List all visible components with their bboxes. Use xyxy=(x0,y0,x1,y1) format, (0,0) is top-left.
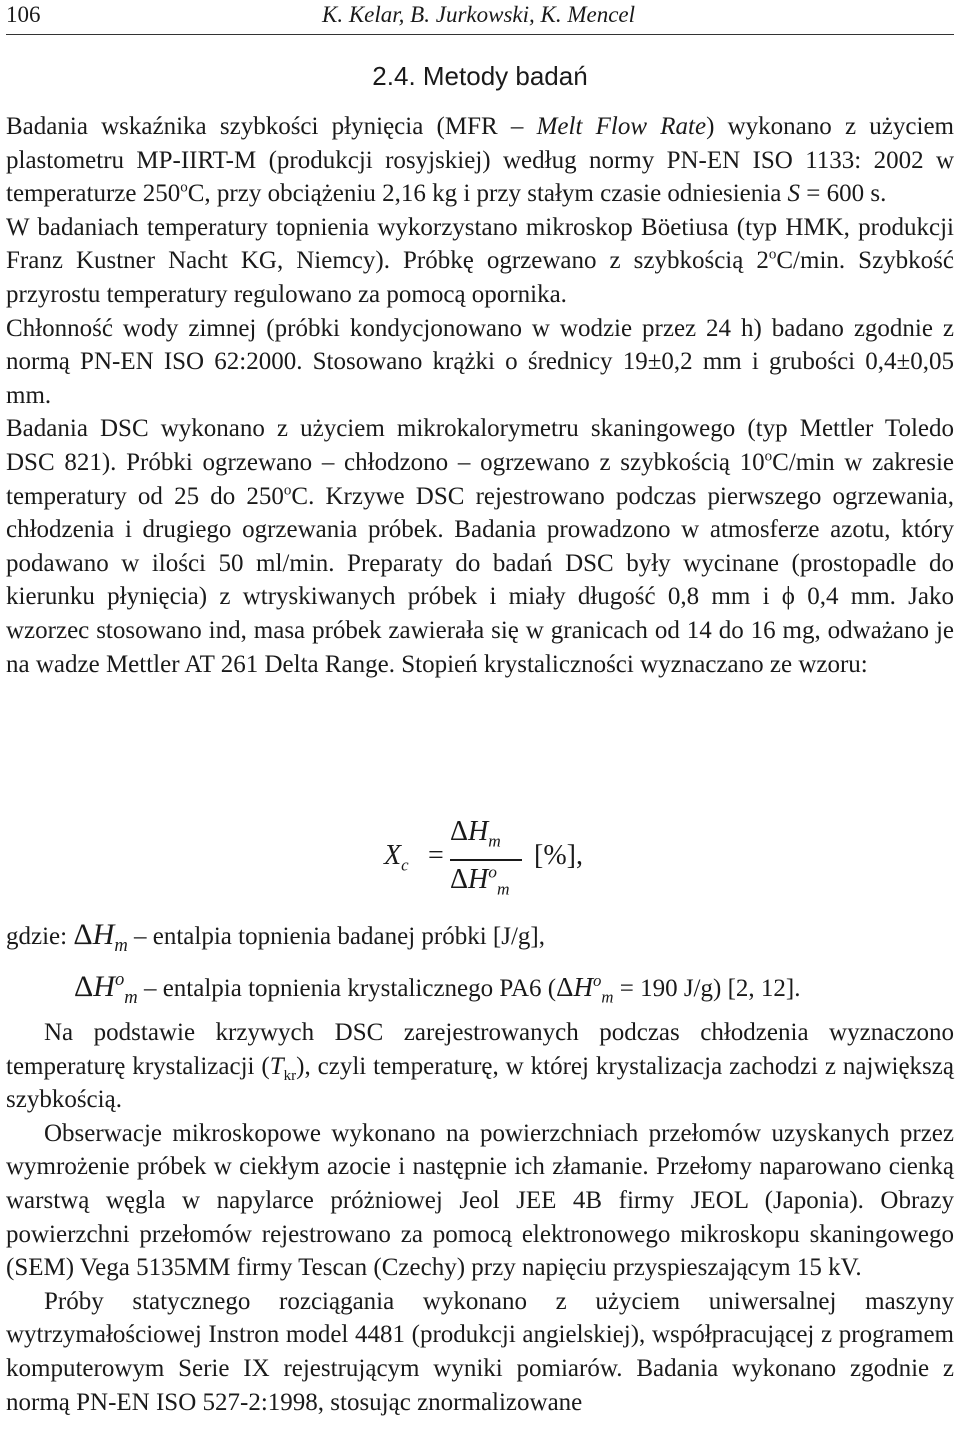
formula-equals: = xyxy=(428,840,444,871)
crystallinity-formula xyxy=(0,812,960,902)
formula-lhs: $X_c$ xyxy=(384,840,409,875)
paragraph-dsc: Badania DSC wykonano z użyciem mikrokalorymetru skaningowego (typ Mettler Toledo DSC 821). Próbki ogrzewano – chłodzono – ogrzewano z szybkością 10$^o$C/min w zakresie temperatury od 25 do 250$^o$C. Krzywe DSC rejestrowano podczas pierwszego ogrzewania, chłodzenia i drugiego ogrzewania próbek. Badania prowadzono w atmosferze azotu, który podawano w ilości 50 ml/min. Preparaty do badań DSC były wycinane (prostopadle do kierunku płynięcia) z wtryskiwanych próbek i miały długość 0,8 mm i ϕ 0,4 mm. Jako wzorzec stosowano ind, masa próbek zawierała się w granicach od 14 do 16 mg, odważano je na wadze Mettler AT 261 Delta Range. Stopień krystaliczności wyznaczano ze wzoru: xyxy=(6,415,954,678)
paragraph-melting-point: W badaniach temperatury topnienia wykorzystano mikroskop Böetiusa (typ HMK, produkcji Franz Kustner Nacht KG, Niemcy). Próbkę ogrzewano z szybkością 2$^o$C/min. Szybkość przyrostu temperatury regulowano za pomocą opornika. xyxy=(6,213,954,308)
paragraph-mfr: Badania wskaźnika szybkości płynięcia (MFR – Melt Flow Rate) wykonano z użyciem plastometru MP-IIRT-M (produkcji rosyjskiej) według normy PN-EN ISO 1133: 2002 w temperaturze 250$^o$C, przy obciążeniu 2,16 kg i przy stałym czasie odniesienia S = 600 s. xyxy=(6,113,954,208)
paragraph-sem: Obserwacje mikroskopowe wykonano na powierzchniach przełomów uzyskanych przez wymrożenie próbek w ciekłym azocie i następnie ich złamanie. Przełomy naparowano cienką warstwą węgla w napylarce próżniowej Jeol JEE 4B firmy JEOL (Japonia). Obrazy powierzchni przełomów rejestrowano za pomocą elektronowego mikroskopu skaningowego (SEM) Vega 5135MM firmy Tescan (Czechy) przy napięciu przyspieszającym 15 kV. xyxy=(6,1119,954,1282)
paragraph-crystallization: Na podstawie krzywych DSC zarejestrowanych podczas chłodzenia wyznaczono temperaturę krystalizacji $(T_{kr})$, czyli temperaturę, w której krystalizacja zachodzi z największą szybkością. xyxy=(6,1019,954,1114)
definitions-intro: gdzie: xyxy=(6,923,68,950)
running-header-authors: K. Kelar, B. Jurkowski, K. Mencel xyxy=(322,2,636,27)
formula-numerator: $\Delta H_m$ xyxy=(450,816,501,851)
formula-denominator: $\Delta H^o_m$ xyxy=(450,862,510,899)
text-block-lower xyxy=(6,1016,954,1419)
running-header xyxy=(6,0,954,35)
formula-unit: [%], xyxy=(534,840,583,871)
section-title: 2.4. Metody badań xyxy=(372,61,588,91)
text-block-upper xyxy=(6,110,954,681)
definition-dhm0: $\Delta H^o_m$ – entalpia topnienia krystalicznego PA6 ($\Delta H^o_m = 190$ J/g) [2, 12]. xyxy=(74,969,801,1008)
paragraph-tensile: Próby statycznego rozciągania wykonano z użyciem uniwersalnej maszyny wytrzymałościowej Instron model 4481 (produkcji angielskiej), współpracującej z programem komputerowym Serie IX rejestrującym wyniki pomiarów. Badania wykonano zgodnie z normą PN-EN ISO 527-2:1998, stosując znormalizowane xyxy=(6,1287,954,1416)
fraction-line xyxy=(450,859,522,861)
definition-dhm: gdzie: $\Delta H_m$ – entalpia topnienia badanej próbki [J/g], xyxy=(6,918,545,956)
paragraph-water-absorption: Chłonność wody zimnej (próbki kondycjonowano w wodzie przez 24 h) badano zgodnie z normą PN-EN ISO 62:2000. Stosowano krążki o średnicy 19±0,2 mm i grubości 0,4±0,05 mm. xyxy=(6,314,954,409)
page-number: 106 xyxy=(6,2,41,27)
